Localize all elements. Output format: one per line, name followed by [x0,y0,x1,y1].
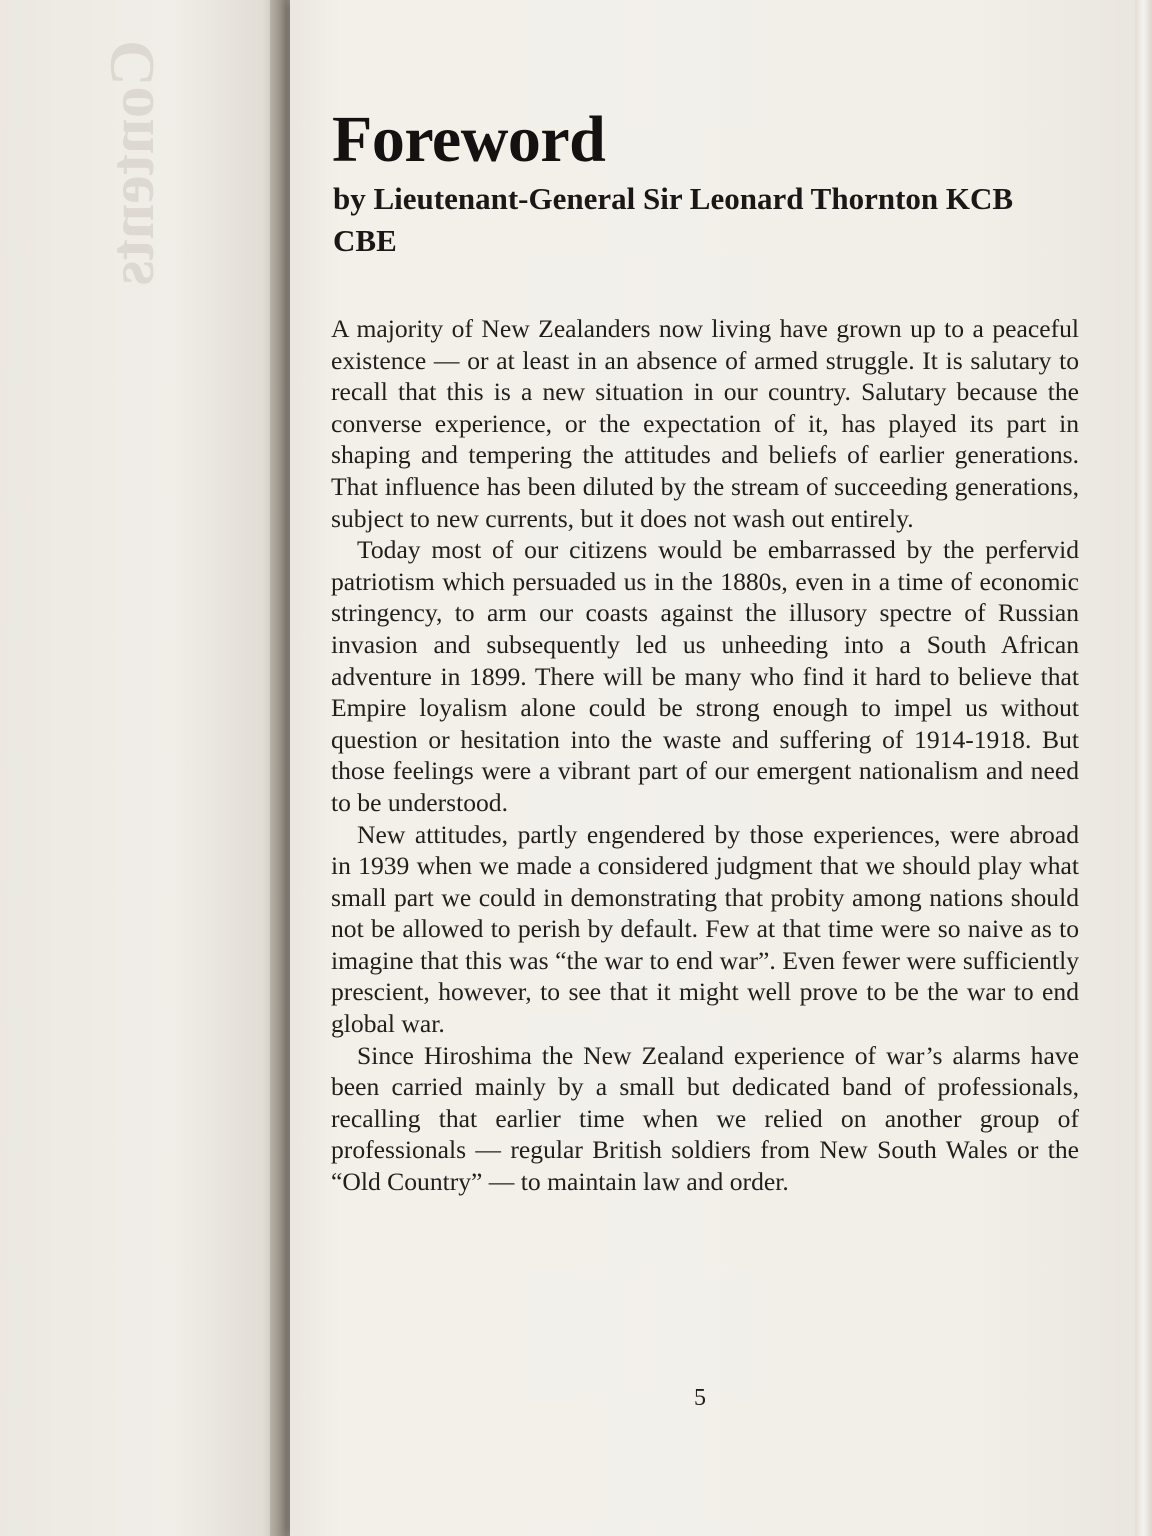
paragraph-1: A majority of New Zealanders now living have grown up to a peaceful existence — or at least in an absence of armed struggle. It is salutary to recall that this is a new situation in our country. Salutary because the converse experience, or the expectation of it, has played its part in shaping and tempering the attitudes and beliefs of earlier generations. That influence has been diluted by the stream of succeeding generations, subject to new currents, but it does not wash out entirely. [331,314,1079,533]
paragraph-4: Since Hiroshima the New Zealand experience of war’s alarms have been carried mainly by a small but dedicated band of professionals, recalling that earlier time when we relied on another group of professionals — regular British soldiers from New South Wales or the “Old Country” — to maintain law and order. [331,1040,1079,1197]
author-byline: by Lieutenant-General Sir Leonard Thornton KCB CBE [333,181,1014,258]
foreword-body [331,313,1079,1198]
paragraph-3: New attitudes, partly engendered by those experiences, were abroad in 1939 when we made a considered judgment that we should play what small part we could in demonstrating that probity among nations should not be allowed to perish by default. Few at that time were so naive as to imagine that this was “the war to end war”. Even fewer were sufficiently prescient, however, to see that it might well prove to be the war to end global war. [331,819,1079,1039]
contents-show-through: Contents [96,40,167,286]
facing-contents-page [0,0,285,1536]
page-title: Foreword [332,103,606,176]
page-number: 5 [694,1385,706,1411]
page-edge [1135,0,1152,1536]
paragraph-2: Today most of our citizens would be embarrassed by the perfervid patriotism which persuaded us in the 1880s, even in a time of economic stringency, to arm our coasts against the illusory spectre of Russian invasion and subsequently led us unheeding into a South African adventure in 1899. There will be many who find it hard to believe that Empire loyalism alone could be strong enough to impel us without question or hesitation into the waste and suffering of 1914-1918. But those feelings were a vibrant part of our emergent nationalism and need to be understood. [331,535,1079,817]
